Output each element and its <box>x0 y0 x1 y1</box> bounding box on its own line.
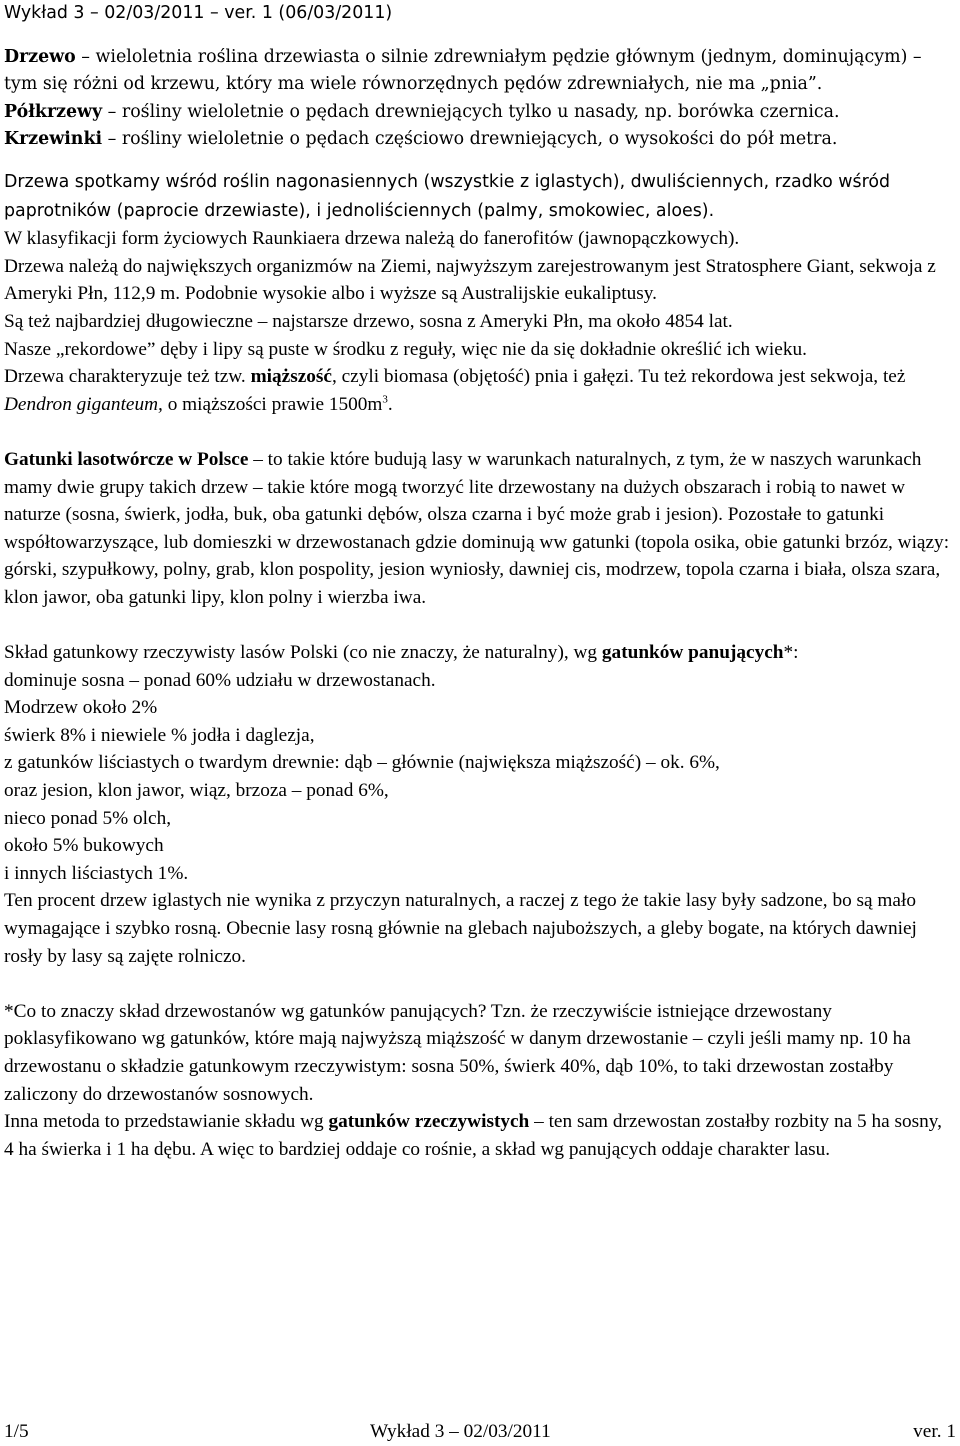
spacer <box>4 611 956 639</box>
footer-version: ver. 1 <box>913 1421 956 1442</box>
method-text-b: – ten sam drzewostan zostałby rozbity na 5 ha sosny, 4 ha świerka i 1 ha dębu. A więc to bardziej oddaje co rośnie, a skład wg panujących oddaje charakter lasu. <box>4 1111 942 1160</box>
eucalyptus-text: Podobnie wysokie albo i wyższe są Australijskie eukaliptusy. <box>180 283 657 305</box>
polkrzewy-definition <box>4 99 956 127</box>
page-header: Wykład 3 – 02/03/2011 – ver. 1 (06/03/2011) <box>4 3 393 23</box>
composition-intro-tail: *: <box>783 642 799 664</box>
composition-line: Modrzew około 2% <box>4 697 158 719</box>
krzewinki-definition <box>4 126 956 154</box>
forest-species-section <box>4 446 956 612</box>
composition-line: około 5% bukowych <box>4 835 164 857</box>
species-composition-section <box>4 639 956 970</box>
paragraph-largest <box>4 253 956 308</box>
drzewo-term: Drzewo <box>4 46 76 67</box>
composition-line: nieco ponad 5% olch, <box>4 807 172 829</box>
paragraph-raunkiaer: W klasyfikacji form życiowych Raunkiaera drzewa należą do fanerofitów (jawnopączkowych). <box>4 228 740 250</box>
paragraph-oldest: Są też najbardziej długowieczne – najstarsze drzewo, sosna z Ameryki Płn, ma około 4854 lat. <box>4 310 733 332</box>
paragraph-forest-species <box>4 446 956 612</box>
spacer <box>4 970 956 998</box>
spacer <box>4 154 956 168</box>
biomass-text-b: , czyli biomasa (objętość) pnia i gałęzi. <box>331 366 634 388</box>
forest-species-text-a: – to takie które budują lasy w warunkach naturalnych, z tym, że w naszych warunkach mamy dwie grupy takich drzew – takie które mogą tworzyć lite drzewostany na dużych obszarach i robią to nawet w naturze (sosna, świerk, jodła, buk, oba gatunki dębów, olsza czarna i być może grab i jesion). <box>4 448 922 526</box>
paragraph-records: Nasze „rekordowe” dęby i lipy są puste w środku z reguły, więc nie da się dokładnie określić ich wieku. <box>4 338 807 360</box>
composition-intro-text: Skład gatunkowy rzeczywisty lasów Polski (co nie znaczy, że naturalny), wg <box>4 642 602 664</box>
latin-name: Dendron giganteum, <box>4 393 163 415</box>
biomass-text-c: Tu też rekordowa jest sekwoja, też <box>633 366 906 388</box>
method-paragraph <box>4 1108 956 1163</box>
forest-species-term: Gatunki lasotwórcze w Polsce <box>4 448 249 470</box>
trees-facts-section <box>4 168 956 418</box>
composition-line: świerk 8% i niewiele % jodła i daglezja, <box>4 724 315 746</box>
composition-line: oraz jesion, klon jawor, wiąz, brzoza – ponad 6%, <box>4 780 389 802</box>
occurrence-text: Drzewa spotkamy wśród roślin nagonasiennych (wszystkie z iglastych), dwuliściennych, rzadko wśród paprotników (paprocie drzewiaste), i jednoliściennych (palmy, smokowiec, aloes). <box>4 171 891 221</box>
method-text-a: Inna metoda to przedstawianie składu wg <box>4 1111 329 1133</box>
cubic-superscript: 3 <box>382 393 388 406</box>
real-species-term: gatunków rzeczywistych <box>328 1111 530 1133</box>
biomass-text-d: o miąższości prawie 1500m <box>162 393 383 415</box>
polkrzewy-term: Półkrzewy <box>4 101 103 122</box>
dominant-species-term: gatunków panujących <box>601 642 784 664</box>
composition-outro <box>4 887 956 970</box>
page-number: 1/5 <box>4 1421 29 1442</box>
footnote-paragraph: *Co to znaczy skład drzewostanów wg gatunków panujących? Tzn. że rzeczywiście istniejące drzewostany poklasyfikowano wg gatunków, które mają najwyższą miąższość w danym drzewostanie – czyli jeśli mamy np. 10 ha drzewostanu o składzie gatunkowym rzeczywistym: sosna 50%, świerk 40%, dąb 10%, to taki drzewostan zostałby zaliczony do drzewostanów sosnowych. <box>4 1000 911 1105</box>
composition-outro-a: Ten procent drzew iglastych nie wynika z przyczyn naturalnych, a raczej z tego że takie lasy były sadzone, bo są mało wymagające i szybko rosną. <box>4 890 916 939</box>
drzewo-definition <box>4 44 956 99</box>
composition-intro <box>4 639 956 667</box>
drzewo-text: – wieloletnia roślina drzewiasta o silnie zdrewniałym pędzie głównym (jednym, dominującym) – tym się różni od krzewu, który ma wiele równorzędnych pędów zdrewniałych, nie ma „pnia”. <box>4 46 922 95</box>
definitions-section <box>4 44 956 154</box>
composition-line: i innych liściastych 1%. <box>4 862 189 884</box>
composition-outro-b: Obecnie lasy rosną głównie na glebach najuboższych, a gleby bogate, na których dawniej rosły by lasy są zajęte rolniczo. <box>4 918 917 967</box>
footer-title: Wykład 3 – 02/03/2011 <box>370 1421 551 1442</box>
forest-species-text-b: Pozostałe to gatunki współtowarzyszące, lub domieszki w drzewostanach gdzie dominują ww gatunki (topola osika, obie gatunki brzóz, wiązy: górski, szypułkowy, polny, grab, klon pospolity, jesion wyniosły, dawniej cis, modrzew, topola czarna i biała, olsza szara, klon jawor, oba gatunki lipy, klon polny i wierzba iwa. <box>4 504 950 608</box>
document-page <box>4 0 956 1163</box>
krzewinki-term: Krzewinki <box>4 129 103 150</box>
composition-line: dominuje sosna – ponad 60% udziału w drzewostanach. <box>4 669 436 691</box>
footnote-section <box>4 998 956 1164</box>
polkrzewy-text: – rośliny wieloletnie o pędach drewniejących tylko u nasady, np. borówka czernica. <box>102 101 840 122</box>
paragraph-occurrence <box>4 168 956 225</box>
composition-line: z gatunków liściastych o twardym drewnie: dąb – głównie (największa miąższość) – ok. 6%, <box>4 752 720 774</box>
krzewinki-text: – rośliny wieloletnie o pędach częściowo drewniejących, o wysokości do pół metra. <box>102 129 838 150</box>
biomass-text-e: . <box>387 393 393 415</box>
biomass-term: miąższość <box>250 366 332 388</box>
paragraph-biomass <box>4 363 956 418</box>
biomass-text-a: Drzewa charakteryzuje też tzw. <box>4 366 251 388</box>
spacer <box>4 418 956 446</box>
largest-text: Drzewa należą do największych organizmów na Ziemi, najwyższym zarejestrowanym jest Stratosphere Giant, sekwoja z Ameryki Płn, 112,9 m. <box>4 255 936 305</box>
